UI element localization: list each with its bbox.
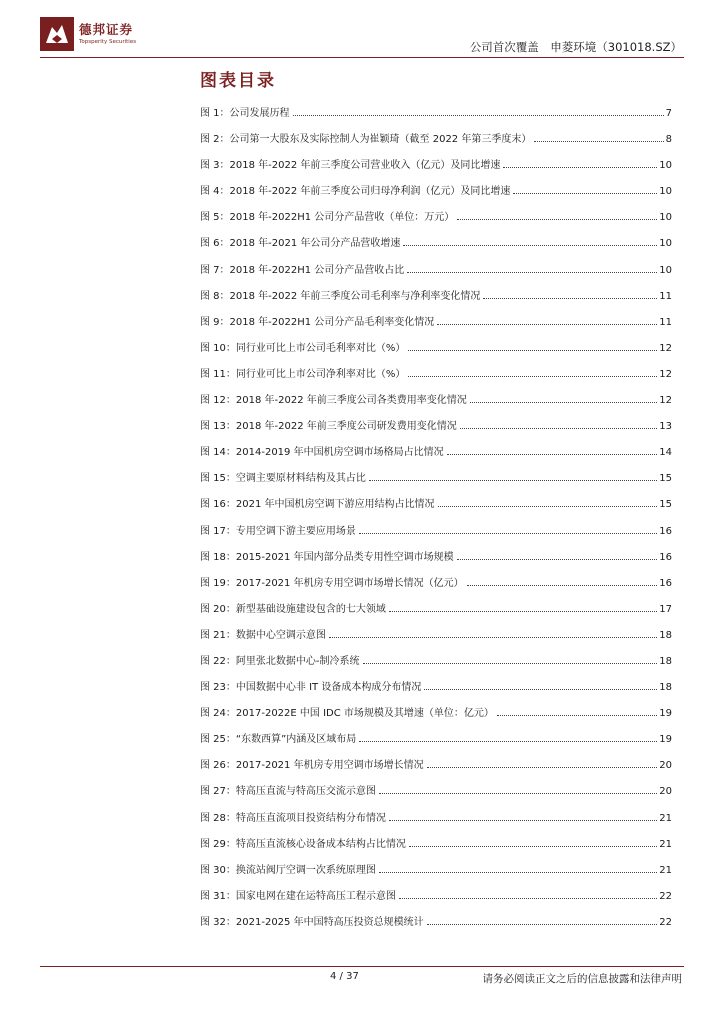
toc-entry-label: 图 9：2018 年-2022H1 公司分产品毛利率变化情况 <box>200 316 435 328</box>
toc-entry-label: 图 7：2018 年-2022H1 公司分产品营收占比 <box>200 264 405 276</box>
toc-entry-page: 18 <box>659 655 672 667</box>
toc-entry-label: 图 28：特高压直流项目投资结构分布情况 <box>200 812 386 824</box>
toc-entry-page: 18 <box>659 682 672 694</box>
header-divider <box>40 57 684 58</box>
toc-leader-dots <box>427 766 658 768</box>
toc-entry[interactable] <box>200 313 672 339</box>
toc-entry-page: 16 <box>659 551 672 563</box>
toc-entry[interactable] <box>200 861 672 887</box>
toc-leader-dots <box>379 792 657 794</box>
toc-leader-dots <box>460 427 657 429</box>
toc-entry-page: 10 <box>659 212 672 224</box>
toc-entry[interactable] <box>200 913 672 939</box>
report-title: 公司首次覆盖 申菱环境（301018.SZ） <box>469 40 682 54</box>
toc-entry-page: 12 <box>659 368 672 380</box>
toc-leader-dots <box>447 453 658 455</box>
toc-leader-dots <box>467 584 658 586</box>
toc-leader-dots <box>359 532 657 534</box>
toc-leader-dots <box>457 558 658 560</box>
toc-entry-label: 图 12：2018 年-2022 年前三季度公司各类费用率变化情况 <box>200 395 467 407</box>
toc-leader-dots <box>363 662 658 664</box>
toc-entry-page: 11 <box>659 316 672 328</box>
footer-divider <box>40 966 684 967</box>
toc-leader-dots <box>424 688 657 690</box>
toc-leader-dots <box>369 479 657 481</box>
toc-entry-page: 12 <box>659 342 672 354</box>
toc-entry-label: 图 21：数据中心空调示意图 <box>200 629 326 641</box>
toc-leader-dots <box>389 819 657 821</box>
toc-entry[interactable] <box>200 104 672 130</box>
toc-entry-label: 图 2：公司第一大股东及实际控制人为崔颖琦（截至 2022 年第三季度末） <box>200 134 532 146</box>
toc-entry[interactable] <box>200 548 672 574</box>
toc-entry[interactable] <box>200 782 672 808</box>
toc-entry[interactable] <box>200 756 672 782</box>
toc-entry[interactable] <box>200 391 672 417</box>
toc-entry-label: 图 29：特高压直流核心设备成本结构占比情况 <box>200 838 406 850</box>
toc-entry-page: 14 <box>659 447 672 459</box>
toc-leader-dots <box>427 923 658 925</box>
toc-entry[interactable] <box>200 835 672 861</box>
toc-leader-dots <box>497 714 657 716</box>
toc-entry[interactable] <box>200 156 672 182</box>
toc-entry-label: 图 27：特高压直流与特高压交流示意图 <box>200 786 376 798</box>
toc-entry[interactable] <box>200 600 672 626</box>
toc-entry[interactable] <box>200 287 672 313</box>
toc-entry-label: 图 26：2017-2021 年机房专用空调市场增长情况 <box>200 760 424 772</box>
toc-entry[interactable] <box>200 522 672 548</box>
toc-leader-dots <box>457 218 657 220</box>
toc-entry-label: 图 5：2018 年-2022H1 公司分产品营收（单位：万元） <box>200 212 455 224</box>
toc-entry[interactable] <box>200 182 672 208</box>
toc-entry-page: 15 <box>659 473 672 485</box>
disclaimer-text: 请务必阅读正文之后的信息披露和法律声明 <box>482 973 682 985</box>
toc-leader-dots <box>329 636 657 638</box>
toc-entry-label: 图 13：2018 年-2022 年前三季度公司研发费用变化情况 <box>200 421 457 433</box>
toc-leader-dots <box>437 323 657 325</box>
toc-entry[interactable] <box>200 130 672 156</box>
toc-entry-page: 16 <box>659 525 672 537</box>
toc-entry[interactable] <box>200 234 672 260</box>
toc-entry-label: 图 15：空调主要原材料结构及其占比 <box>200 473 366 485</box>
toc-entry-page: 20 <box>659 760 672 772</box>
toc-leader-dots <box>470 401 657 403</box>
toc-entry-label: 图 3：2018 年-2022 年前三季度公司营业收入（亿元）及同比增速 <box>200 160 501 172</box>
toc-entry-label: 图 32：2021-2025 年中国特高压投资总规模统计 <box>200 916 424 928</box>
toc-leader-dots <box>513 192 657 194</box>
toc-leader-dots <box>399 897 657 899</box>
toc-entry-label: 图 20：新型基础设施建设包含的七大领域 <box>200 603 386 615</box>
toc-entry-page: 13 <box>659 421 672 433</box>
toc-entry-page: 18 <box>659 629 672 641</box>
toc-entry-label: 图 18：2015-2021 年国内部分品类专用性空调市场规模 <box>200 551 454 563</box>
toc-entry-label: 图 1：公司发展历程 <box>200 108 290 119</box>
toc-entry[interactable] <box>200 652 672 678</box>
toc-entry-label: 图 11：同行业可比上市公司净利率对比（%） <box>200 368 406 380</box>
toc-entry[interactable] <box>200 261 672 287</box>
toc-leader-dots <box>403 244 657 246</box>
toc-entry-page: 16 <box>659 577 672 589</box>
toc-leader-dots <box>293 114 664 116</box>
toc-entry-page: 20 <box>659 786 672 798</box>
toc-entry-page: 10 <box>659 264 672 276</box>
toc-leader-dots <box>389 610 657 612</box>
toc-entry-page: 21 <box>659 812 672 824</box>
toc-entry[interactable] <box>200 730 672 756</box>
toc-entry-page: 8 <box>665 134 672 146</box>
toc-entry-label: 图 23：中国数据中心非 IT 设备成本构成分布情况 <box>200 682 422 694</box>
toc-entry-label: 图 22：阿里张北数据中心-制冷系统 <box>200 655 360 667</box>
toc-entry[interactable] <box>200 678 672 704</box>
toc-entry-label: 图 10：同行业可比上市公司毛利率对比（%） <box>200 342 406 354</box>
toc-entry[interactable] <box>200 469 672 495</box>
toc-leader-dots <box>483 297 657 299</box>
toc-entry-label: 图 8：2018 年-2022 年前三季度公司毛利率与净利率变化情况 <box>200 290 481 302</box>
toc-entry[interactable] <box>200 704 672 730</box>
toc-leader-dots <box>438 505 658 507</box>
toc-entry-label: 图 24：2017-2022E 中国 IDC 市场规模及其增速（单位：亿元） <box>200 708 494 720</box>
toc-entry[interactable] <box>200 887 672 913</box>
toc-entry[interactable] <box>200 574 672 600</box>
toc-entry[interactable] <box>200 365 672 391</box>
toc-leader-dots <box>503 166 657 168</box>
toc-leader-dots <box>407 271 657 273</box>
toc-entry-label: 图 30：换流站阀厅空调一次系统原理图 <box>200 864 376 876</box>
toc-entry-page: 21 <box>659 838 672 850</box>
toc-entry-page: 10 <box>659 186 672 198</box>
toc-entry-page: 10 <box>659 238 672 250</box>
toc-entry-page: 17 <box>659 603 672 615</box>
page-number: 4 / 37 <box>330 971 359 982</box>
toc-entry-label: 图 16：2021 年中国机房空调下游应用结构占比情况 <box>200 499 435 511</box>
toc-entry[interactable] <box>200 208 672 234</box>
toc-title: 图表目录 <box>200 71 276 91</box>
toc-entry-page: 22 <box>659 890 672 902</box>
toc-entry-label: 图 17：专用空调下游主要应用场景 <box>200 525 356 537</box>
toc-entry-label: 图 6：2018 年-2021 年公司分产品营收增速 <box>200 238 401 250</box>
toc-entry[interactable] <box>200 417 672 443</box>
toc-entry[interactable] <box>200 809 672 835</box>
toc-entry-page: 22 <box>659 916 672 928</box>
logo-text: 德邦证券 <box>79 22 134 37</box>
toc-entry-label: 图 25：“东数西算”内涵及区域布局 <box>200 734 357 746</box>
toc-entry[interactable] <box>200 339 672 365</box>
toc-entry-page: 11 <box>659 290 672 302</box>
page-header <box>0 0 724 62</box>
toc-entry-label: 图 14：2014-2019 年中国机房空调市场格局占比情况 <box>200 447 444 459</box>
toc-entry-page: 10 <box>659 160 672 172</box>
toc-entry-page: 19 <box>659 708 672 720</box>
toc-entry-page: 21 <box>659 864 672 876</box>
logo-subtext: Topsperity Securities <box>79 39 137 45</box>
table-of-figures <box>200 104 672 939</box>
toc-entry-label: 图 19：2017-2021 年机房专用空调市场增长情况（亿元） <box>200 577 464 589</box>
toc-entry-label: 图 31：国家电网在建在运特高压工程示意图 <box>200 890 396 902</box>
company-logo <box>40 17 170 51</box>
toc-entry-page: 19 <box>659 734 672 746</box>
logo-mark-icon <box>40 17 74 51</box>
toc-leader-dots <box>534 140 663 142</box>
toc-entry[interactable] <box>200 443 672 469</box>
toc-entry-page: 7 <box>665 108 672 119</box>
toc-entry[interactable] <box>200 626 672 652</box>
toc-leader-dots <box>408 375 657 377</box>
toc-leader-dots <box>408 349 657 351</box>
toc-leader-dots <box>359 740 657 742</box>
toc-entry[interactable] <box>200 495 672 521</box>
toc-leader-dots <box>379 871 657 873</box>
toc-entry-page: 15 <box>659 499 672 511</box>
toc-leader-dots <box>409 845 657 847</box>
toc-entry-label: 图 4：2018 年-2022 年前三季度公司归母净利润（亿元）及同比增速 <box>200 186 511 198</box>
toc-entry-page: 12 <box>659 395 672 407</box>
